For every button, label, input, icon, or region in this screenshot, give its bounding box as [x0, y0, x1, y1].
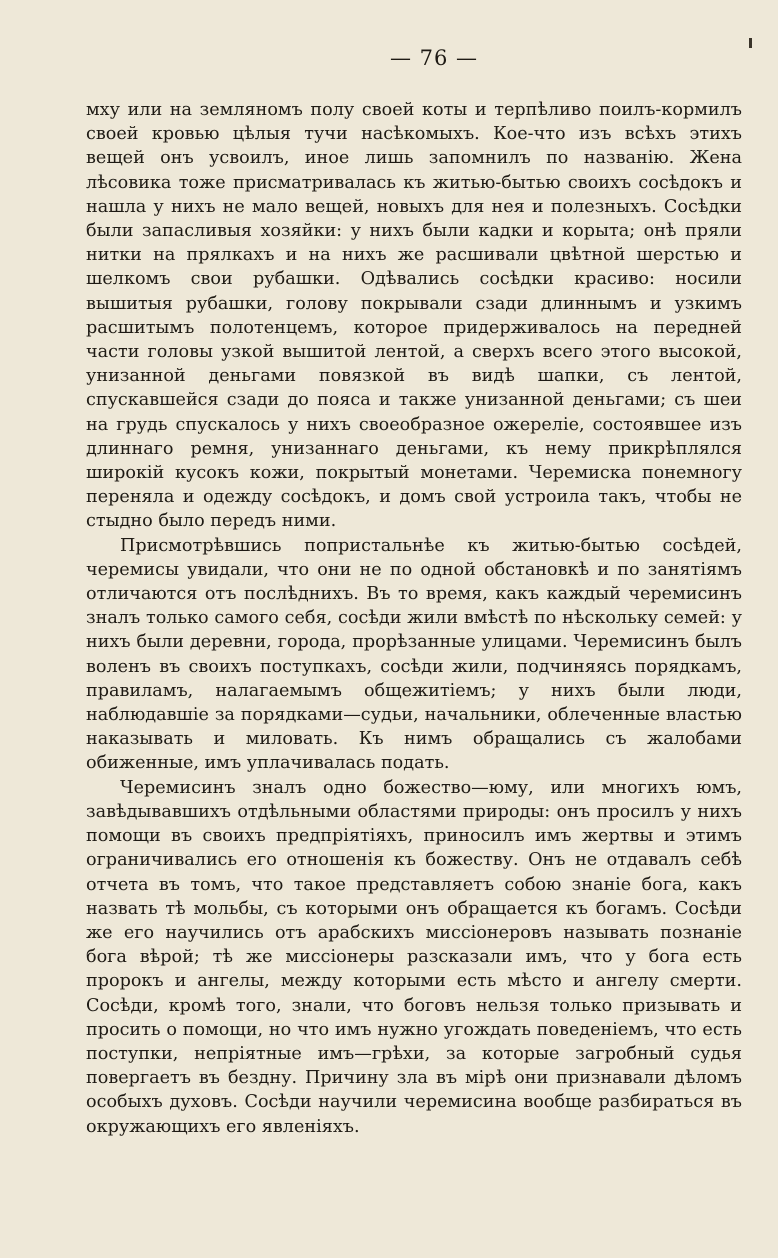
- body-text: [86, 98, 742, 1139]
- paragraph-2: Присмотрѣвшись попристальнѣе къ житью-бытью сосѣдей, черемисы увидали, что они не по одной обстановкѣ и по занятіямъ отличаются отъ послѣднихъ. Въ то время, какъ каждый черемисинъ зналъ только самого себя, сосѣди жили вмѣстѣ по нѣскольку семей: у нихъ были деревни, города, прорѣзанные улицами. Черемисинъ былъ воленъ въ своихъ поступкахъ, сосѣди жили, подчиняясь порядкамъ, правиламъ, налагаемымъ общежитіемъ; у нихъ были люди, наблюдавшіе за порядками—судьи, начальники, облеченные властью наказывать и миловать. Къ нимъ обращались съ жалобами обиженные, имъ уплачивалась подать.: [86, 535, 742, 774]
- paragraph-1: мху или на земляномъ полу своей коты и терпѣливо поилъ-кормилъ своей кровью цѣлыя тучи насѣкомыхъ. Кое-что изъ всѣхъ этихъ вещей онъ усвоилъ, иное лишь запомнилъ по названію. Жена лѣсовика тоже присматривалась къ житью-бытью своихъ сосѣдокъ и нашла у нихъ не мало вещей, новыхъ для нея и полезныхъ. Сосѣдки были запасливыя хозяйки: у нихъ были кадки и корыта; онѣ пряли нитки на прялкахъ и на нихъ же расшивали цвѣтной шерстью и шелкомъ свои рубашки. Одѣвались сосѣдки красиво: носили вышитыя рубашки, голову покрывали сзади длиннымъ и узкимъ расшитымъ полотенцемъ, которое придерживалось на передней части головы узкой вышитой лентой, а сверхъ всего этого высокой, унизанной деньгами повязкой въ видѣ шапки, съ лентой, спускавшейся сзади до пояса и также унизанной деньгами; съ шеи на грудь спускалось у нихъ своеобразное ожереліе, состоявшее изъ длиннаго ремня, унизаннаго деньгами, къ нему прикрѣплялся широкій кусокъ кожи, покрытый монетами. Черемиска понемногу переняла и одежду сосѣдокъ, и домъ свой устроила такъ, чтобы не стыдно было передъ ними.: [86, 100, 742, 532]
- page-edge-mark: [749, 38, 752, 48]
- paragraph-3: Черемисинъ зналъ одно божество—юму, или многихъ юмъ, завѣдывавшихъ отдѣльными областями природы: онъ просилъ у нихъ помощи въ своихъ предпріятіяхъ, приносилъ имъ жертвы и этимъ ограничивались его отношенія къ божеству. Онъ не отдавалъ себѣ отчета въ томъ, что такое представляетъ собою знаніе бога, какъ назвать тѣ мольбы, съ которыми онъ обращается къ богамъ. Сосѣди же его научились отъ арабскихъ миссіонеровъ называть познаніе бога вѣрой; тѣ же миссіонеры разсказали имъ, что у бога есть пророкъ и ангелы, между которыми есть мѣсто и ангелу смерти. Сосѣди, кромѣ того, знали, что боговъ нельзя только призывать и просить о помощи, но что имъ нужно угождать поведеніемъ, что есть поступки, непріятные имъ—грѣхи, за которые загробный судья повергаетъ въ бездну. Причину зла въ мірѣ они признавали дѣломъ особыхъ духовъ. Сосѣди научили черемисина вообще разбираться въ окружающихъ его явленіяхъ.: [86, 777, 742, 1137]
- page-number: — 76 —: [389, 46, 479, 70]
